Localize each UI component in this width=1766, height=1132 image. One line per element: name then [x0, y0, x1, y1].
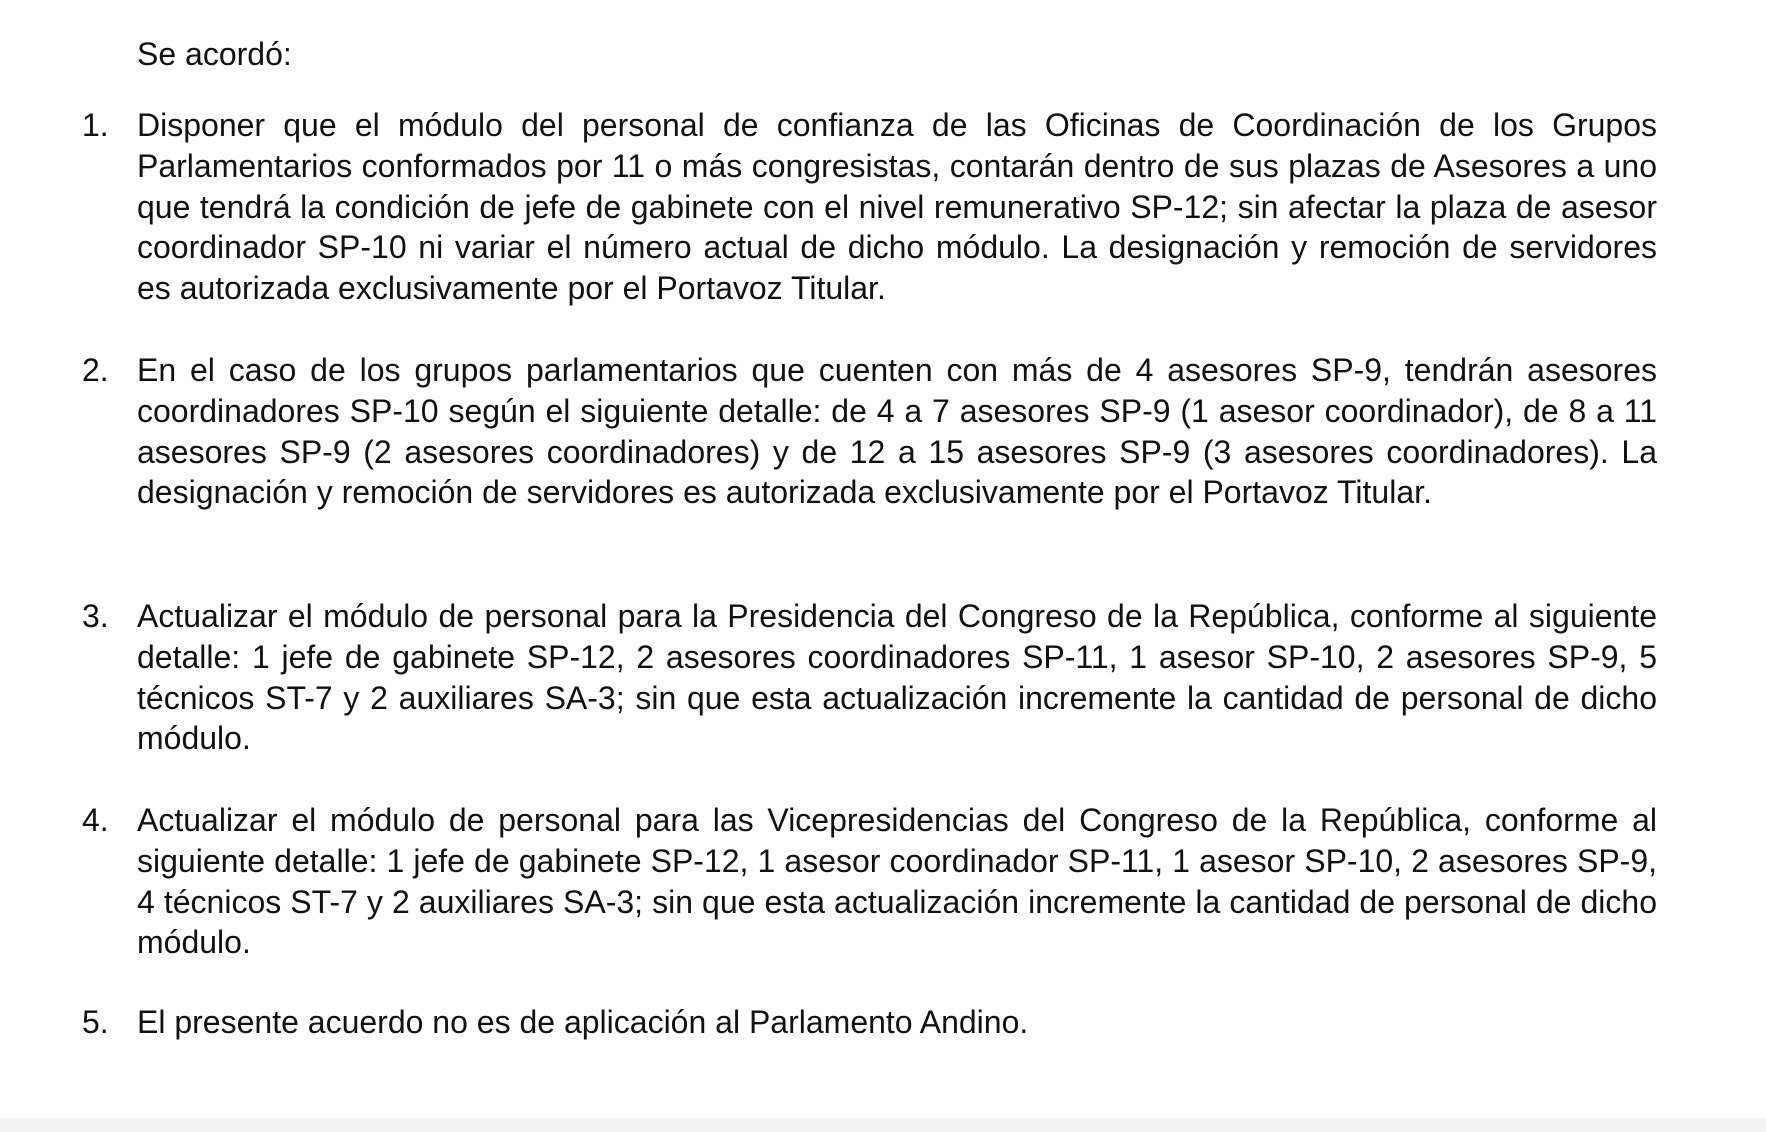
agreement-intro: Se acordó: [137, 36, 292, 72]
agreement-item-3 [82, 596, 1657, 759]
agreement-item-number: 3. [82, 598, 109, 634]
agreement-item-number: 5. [82, 1004, 109, 1040]
agreement-item-text: Actualizar el módulo de personal para la Presidencia del Congreso de la República, conforme al siguiente detalle: 1 jefe de gabinete SP-12, 2 asesores coordinadores SP-11, 1 asesor SP-10, 2 asesores SP-9, 5 técnicos ST-7 y 2 auxiliares SA-3; sin que esta actualización incremente la cantidad de personal de dicho módulo. [137, 598, 1657, 757]
agreement-item-number: 1. [82, 107, 109, 143]
agreement-item-4 [82, 800, 1657, 963]
agreement-item-number: 2. [82, 352, 109, 388]
agreement-item-text: En el caso de los grupos parlamentarios que cuenten con más de 4 asesores SP-9, tendrán asesores coordinadores SP-10 según el siguiente detalle: de 4 a 7 asesores SP-9 (1 asesor coordinador), de 8 a 11 asesores SP-9 (2 asesores coordinadores) y de 12 a 15 asesores SP-9 (3 asesores coordinadores). La designación y remoción de servidores es autorizada exclusivamente por el Portavoz Titular. [137, 352, 1657, 511]
agreement-item-text: Actualizar el módulo de personal para las Vicepresidencias del Congreso de la República, conforme al siguiente detalle: 1 jefe de gabinete SP-12, 1 asesor coordinador SP-11, 1 asesor SP-10, 2 asesores SP-9, 4 técnicos ST-7 y 2 auxiliares SA-3; sin que esta actualización incremente la cantidad de personal de dicho módulo. [137, 802, 1657, 961]
page-bottom-shade [0, 1118, 1766, 1132]
agreement-item-2 [82, 350, 1657, 513]
agreement-item-text: El presente acuerdo no es de aplicación al Parlamento Andino. [137, 1004, 1029, 1040]
agreement-item-1 [82, 105, 1657, 309]
agreement-item-5 [82, 1002, 1657, 1043]
agreement-item-number: 4. [82, 802, 109, 838]
agreement-item-text: Disponer que el módulo del personal de confianza de las Oficinas de Coordinación de los Grupos Parlamentarios conformados por 11 o más congresistas, contarán dentro de sus plazas de Asesores a uno que tendrá la condición de jefe de gabinete con el nivel remunerativo SP-12; sin afectar la plaza de asesor coordinador SP-10 ni variar el número actual de dicho módulo. La designación y remoción de servidores es autorizada exclusivamente por el Portavoz Titular. [137, 107, 1657, 307]
